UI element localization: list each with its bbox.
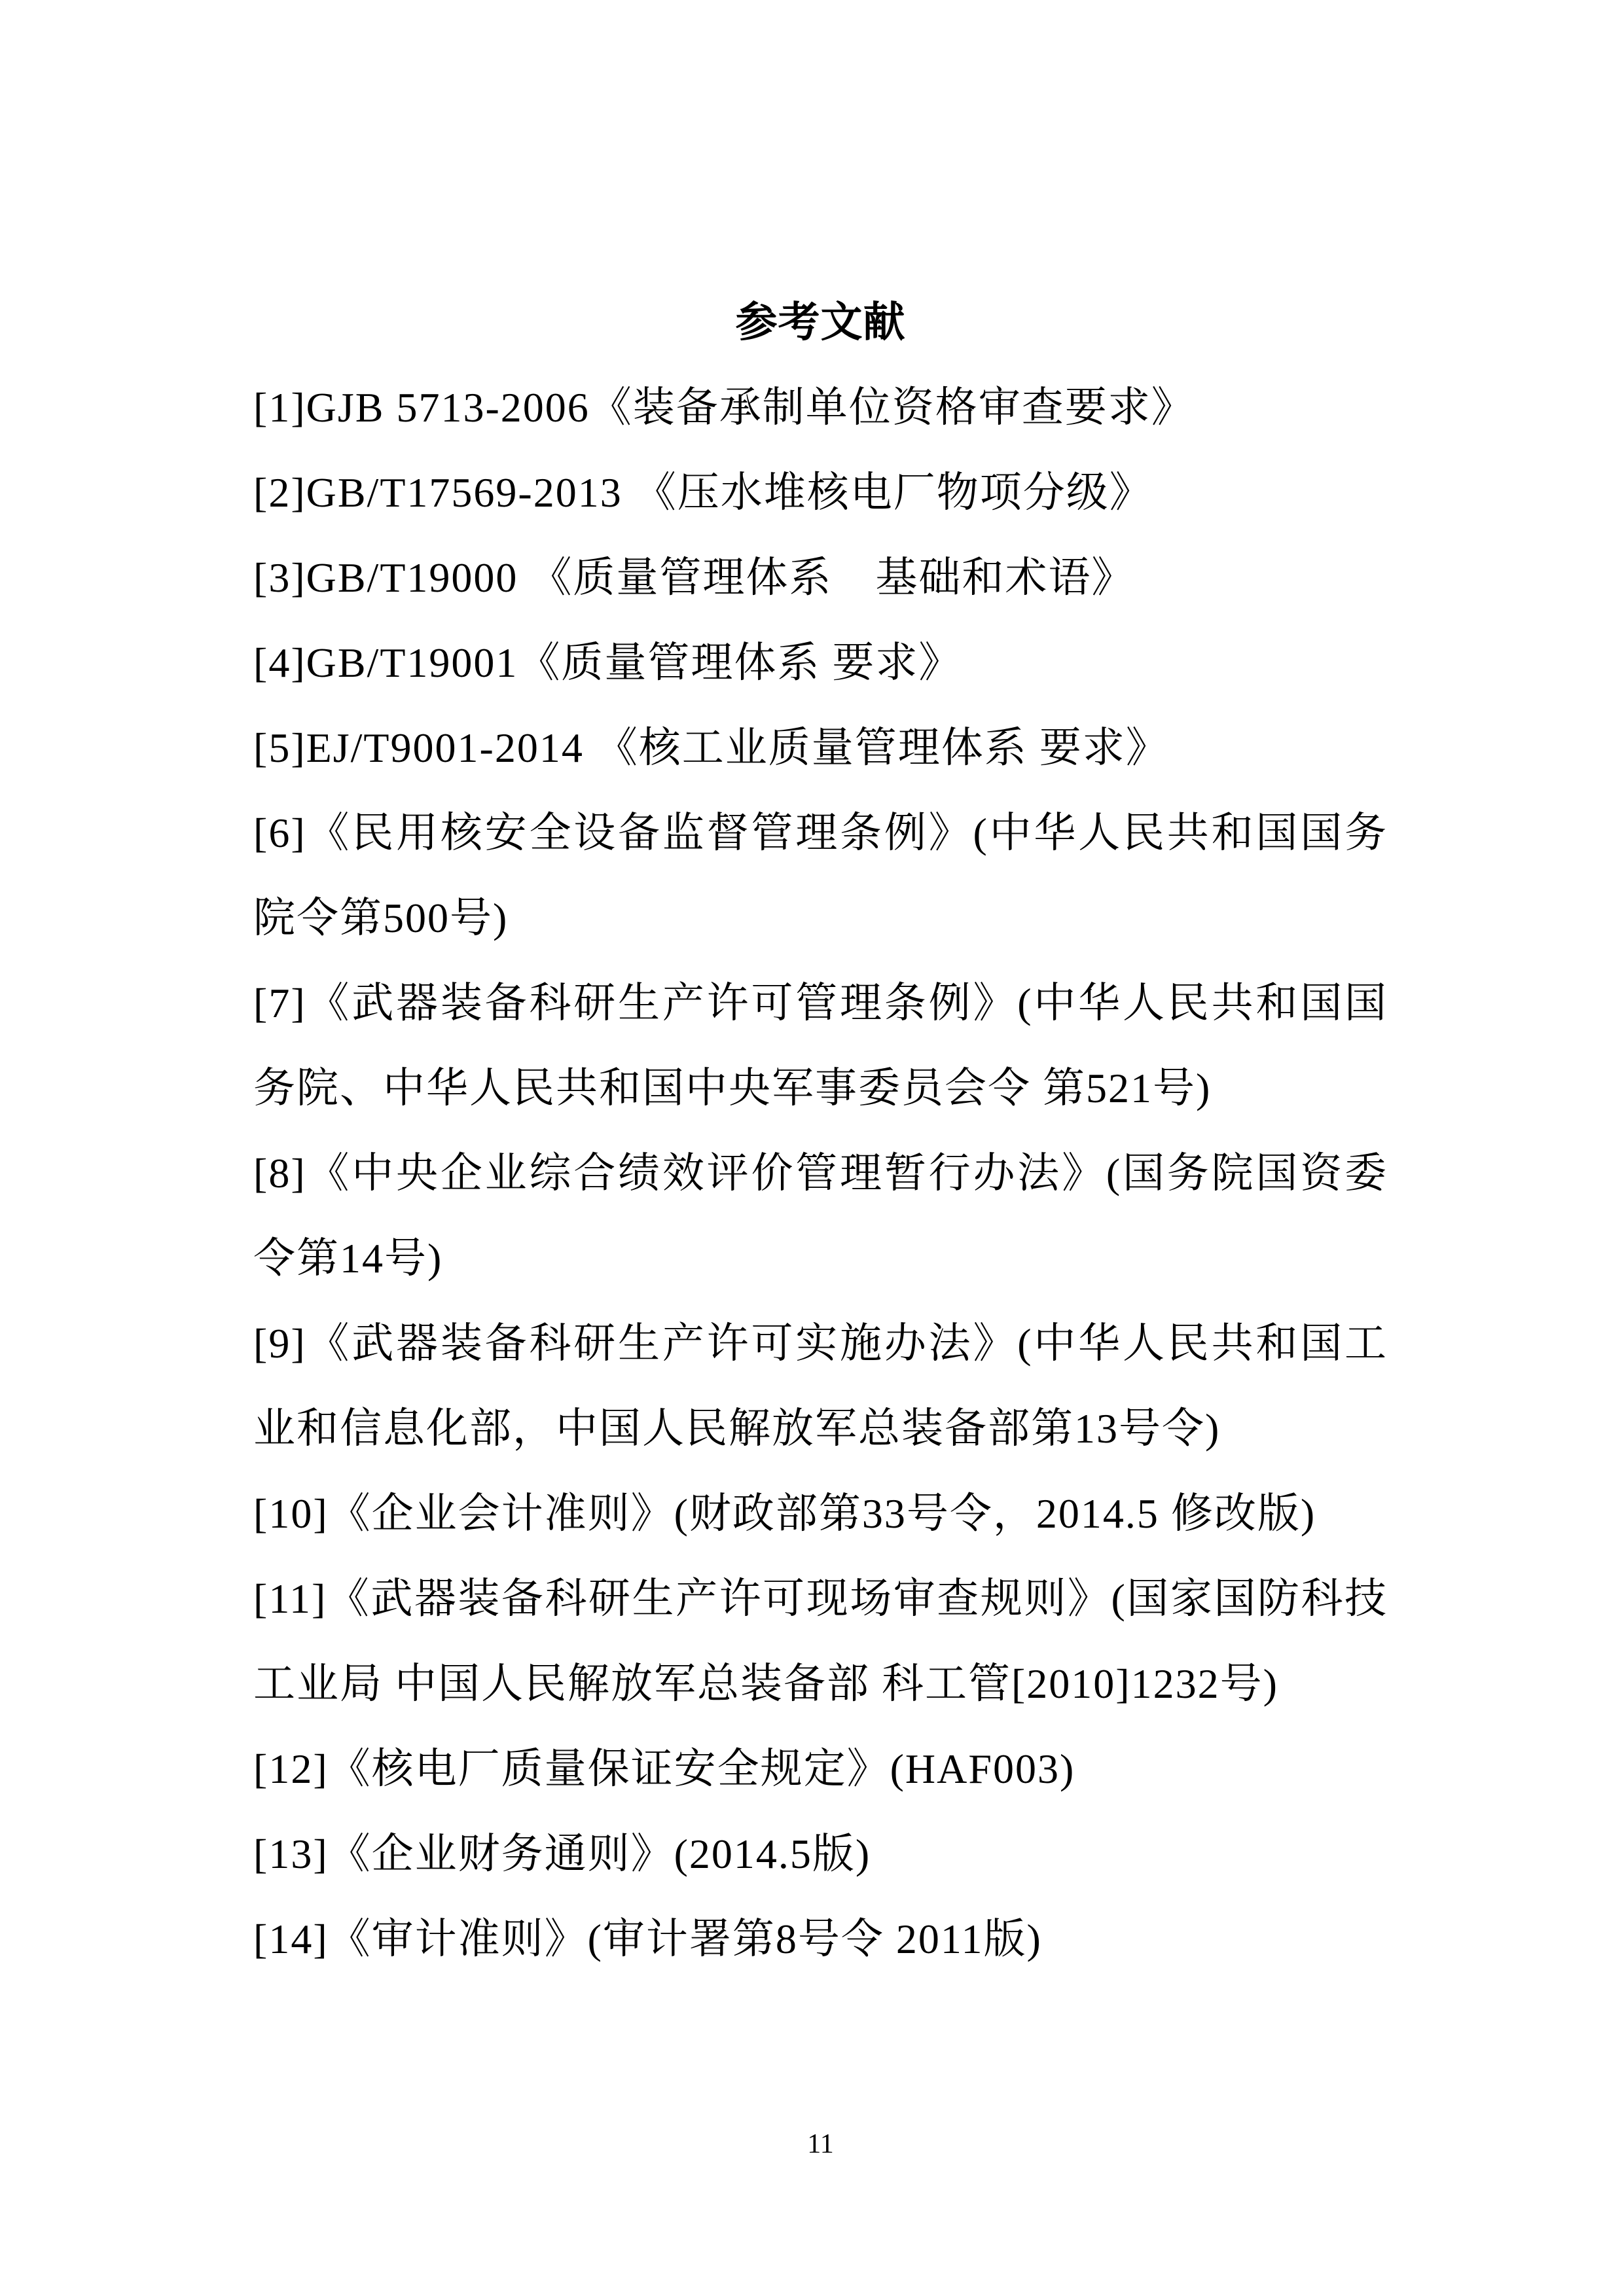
page-number: 11	[807, 2129, 834, 2159]
reference-item-5	[253, 706, 1388, 791]
reference-line-continuation: 业和信息化部，中国人民解放军总装备部第13号令)	[253, 1405, 1221, 1452]
content-area	[253, 280, 1388, 1982]
reference-item-12	[253, 1727, 1388, 1812]
reference-line: [11]《武器装备科研生产许可现场审查规则》(国家国防科技	[253, 1575, 1388, 1622]
reference-line-continuation: 令第14号)	[253, 1235, 443, 1282]
reference-line-continuation: 院令第500号)	[253, 895, 509, 941]
reference-item-1	[253, 365, 1388, 450]
reference-item-10	[253, 1471, 1388, 1556]
reference-item-7	[253, 961, 1388, 1131]
reference-line: [7]《武器装备科研生产许可管理条例》(中华人民共和国国	[253, 980, 1388, 1026]
reference-item-14	[253, 1897, 1388, 1982]
reference-item-3	[253, 535, 1388, 620]
reference-line: [4]GB/T19001《质量管理体系 要求》	[253, 639, 962, 686]
reference-line-continuation: 务院、中华人民共和国中央军事委员会令 第521号)	[253, 1065, 1212, 1111]
reference-line: [8]《中央企业综合绩效评价管理暂行办法》(国务院国资委	[253, 1150, 1388, 1196]
reference-item-4	[253, 620, 1388, 706]
reference-item-6	[253, 791, 1388, 961]
reference-item-11	[253, 1556, 1388, 1727]
reference-item-9	[253, 1301, 1388, 1471]
reference-line-continuation: 工业局 中国人民解放军总装备部 科工管[2010]1232号)	[253, 1660, 1278, 1707]
reference-line: [14]《审计准则》(审计署第8号令 2011版)	[253, 1916, 1042, 1962]
reference-line: [12]《核电厂质量保证安全规定》(HAF003)	[253, 1746, 1075, 1792]
reference-line: [3]GB/T19000 《质量管理体系 基础和术语》	[253, 554, 1135, 601]
reference-line: [6]《民用核安全设备监督管理条例》(中华人民共和国国务	[253, 810, 1388, 856]
references-title: 参考文献	[735, 299, 906, 346]
reference-line: [5]EJ/T9001-2014 《核工业质量管理体系 要求》	[253, 725, 1169, 771]
reference-line: [2]GB/T17569-2013 《压水堆核电厂物项分级》	[253, 469, 1153, 516]
reference-line: [9]《武器装备科研生产许可实施办法》(中华人民共和国工	[253, 1320, 1388, 1367]
reference-line: [13]《企业财务通则》(2014.5版)	[253, 1831, 871, 1877]
reference-item-8	[253, 1131, 1388, 1301]
reference-item-2	[253, 450, 1388, 535]
reference-line: [10]《企业会计准则》(财政部第33号令，2014.5 修改版)	[253, 1490, 1316, 1537]
reference-line: [1]GJB 5713-2006《装备承制单位资格审查要求》	[253, 384, 1195, 431]
reference-item-13	[253, 1812, 1388, 1897]
